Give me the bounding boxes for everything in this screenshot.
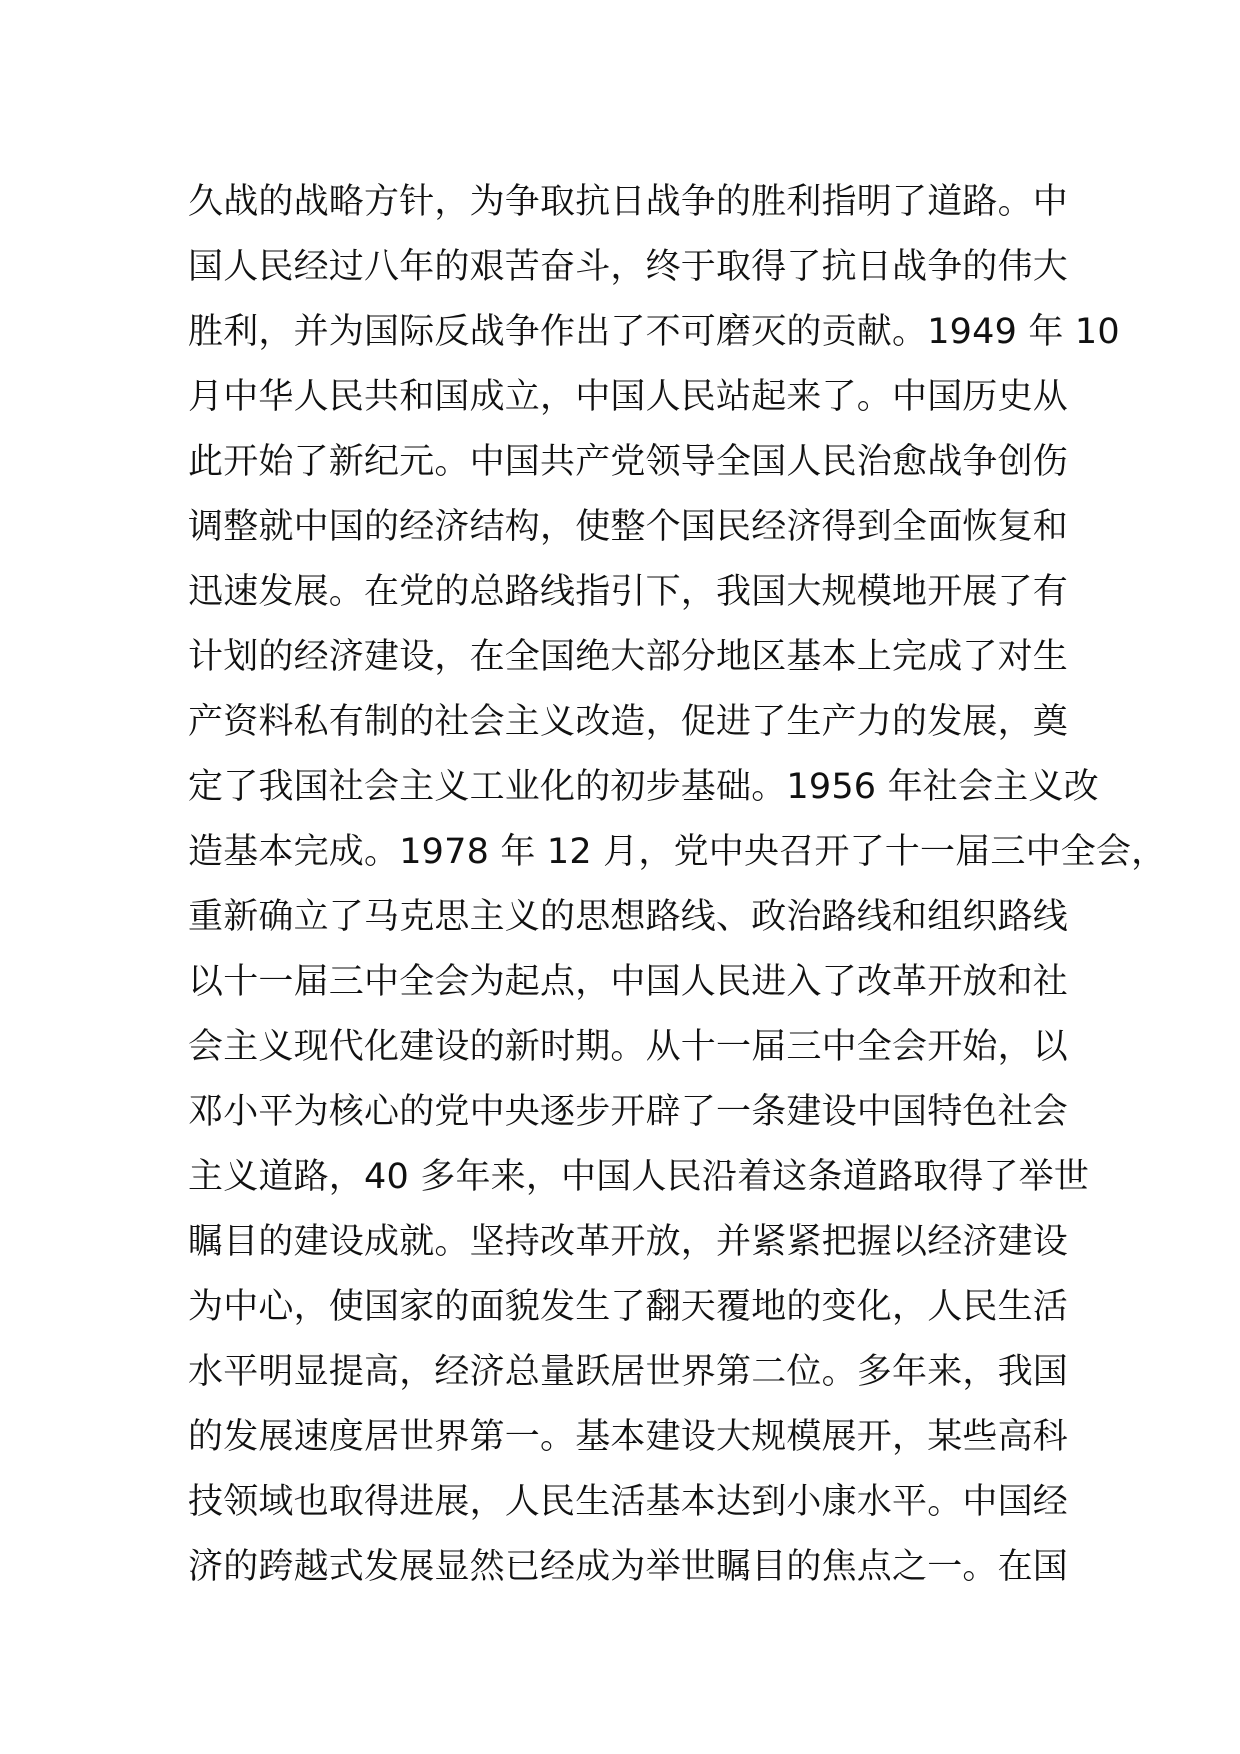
text-line: 技领域也取得进展，人民生活基本达到小康水平。中国经 (188, 1482, 1069, 1522)
body-text (188, 170, 1167, 1600)
text-line: 调整就中国的经济结构，使整个国民经济得到全面恢复和 (188, 507, 1069, 547)
text-line: 国人民经过八年的艰苦奋斗，终于取得了抗日战争的伟大 (188, 247, 1069, 287)
text-line: 为中心，使国家的面貌发生了翻天覆地的变化，人民生活 (188, 1287, 1069, 1327)
text-line: 迅速发展。在党的总路线指引下，我国大规模地开展了有 (188, 572, 1069, 612)
text-line: 定了我国社会主义工业化的初步基础。1956 年社会主义改 (188, 767, 1099, 807)
text-line: 重新确立了马克思主义的思想路线、政治路线和组织路线 (188, 897, 1069, 937)
text-line: 此开始了新纪元。中国共产党领导全国人民治愈战争创伤 (188, 442, 1069, 482)
text-line: 济的跨越式发展显然已经成为举世瞩目的焦点之一。在国 (188, 1547, 1069, 1587)
text-line: 的发展速度居世界第一。基本建设大规模展开，某些高科 (188, 1417, 1069, 1457)
text-line: 久战的战略方针，为争取抗日战争的胜利指明了道路。中 (188, 182, 1069, 222)
text-line: 产资料私有制的社会主义改造，促进了生产力的发展，奠 (188, 702, 1069, 742)
text-line: 邓小平为核心的党中央逐步开辟了一条建设中国特色社会 (188, 1092, 1069, 1132)
text-line: 计划的经济建设，在全国绝大部分地区基本上完成了对生 (188, 637, 1069, 677)
text-line: 月中华人民共和国成立，中国人民站起来了。中国历史从 (188, 377, 1069, 417)
text-line: 主义道路，40 多年来，中国人民沿着这条道路取得了举世 (188, 1157, 1090, 1197)
text-line: 瞩目的建设成就。坚持改革开放，并紧紧把握以经济建设 (188, 1222, 1069, 1262)
text-line: 胜利，并为国际反战争作出了不可磨灭的贡献。1949 年 10 (188, 312, 1120, 352)
text-line: 以十一届三中全会为起点，中国人民进入了改革开放和社 (188, 962, 1069, 1002)
text-line: 水平明显提高，经济总量跃居世界第二位。多年来，我国 (188, 1352, 1069, 1392)
text-line: 造基本完成。1978 年 12 月，党中央召开了十一届三中全会， (188, 832, 1167, 872)
text-line: 会主义现代化建设的新时期。从十一届三中全会开始，以 (188, 1027, 1069, 1067)
